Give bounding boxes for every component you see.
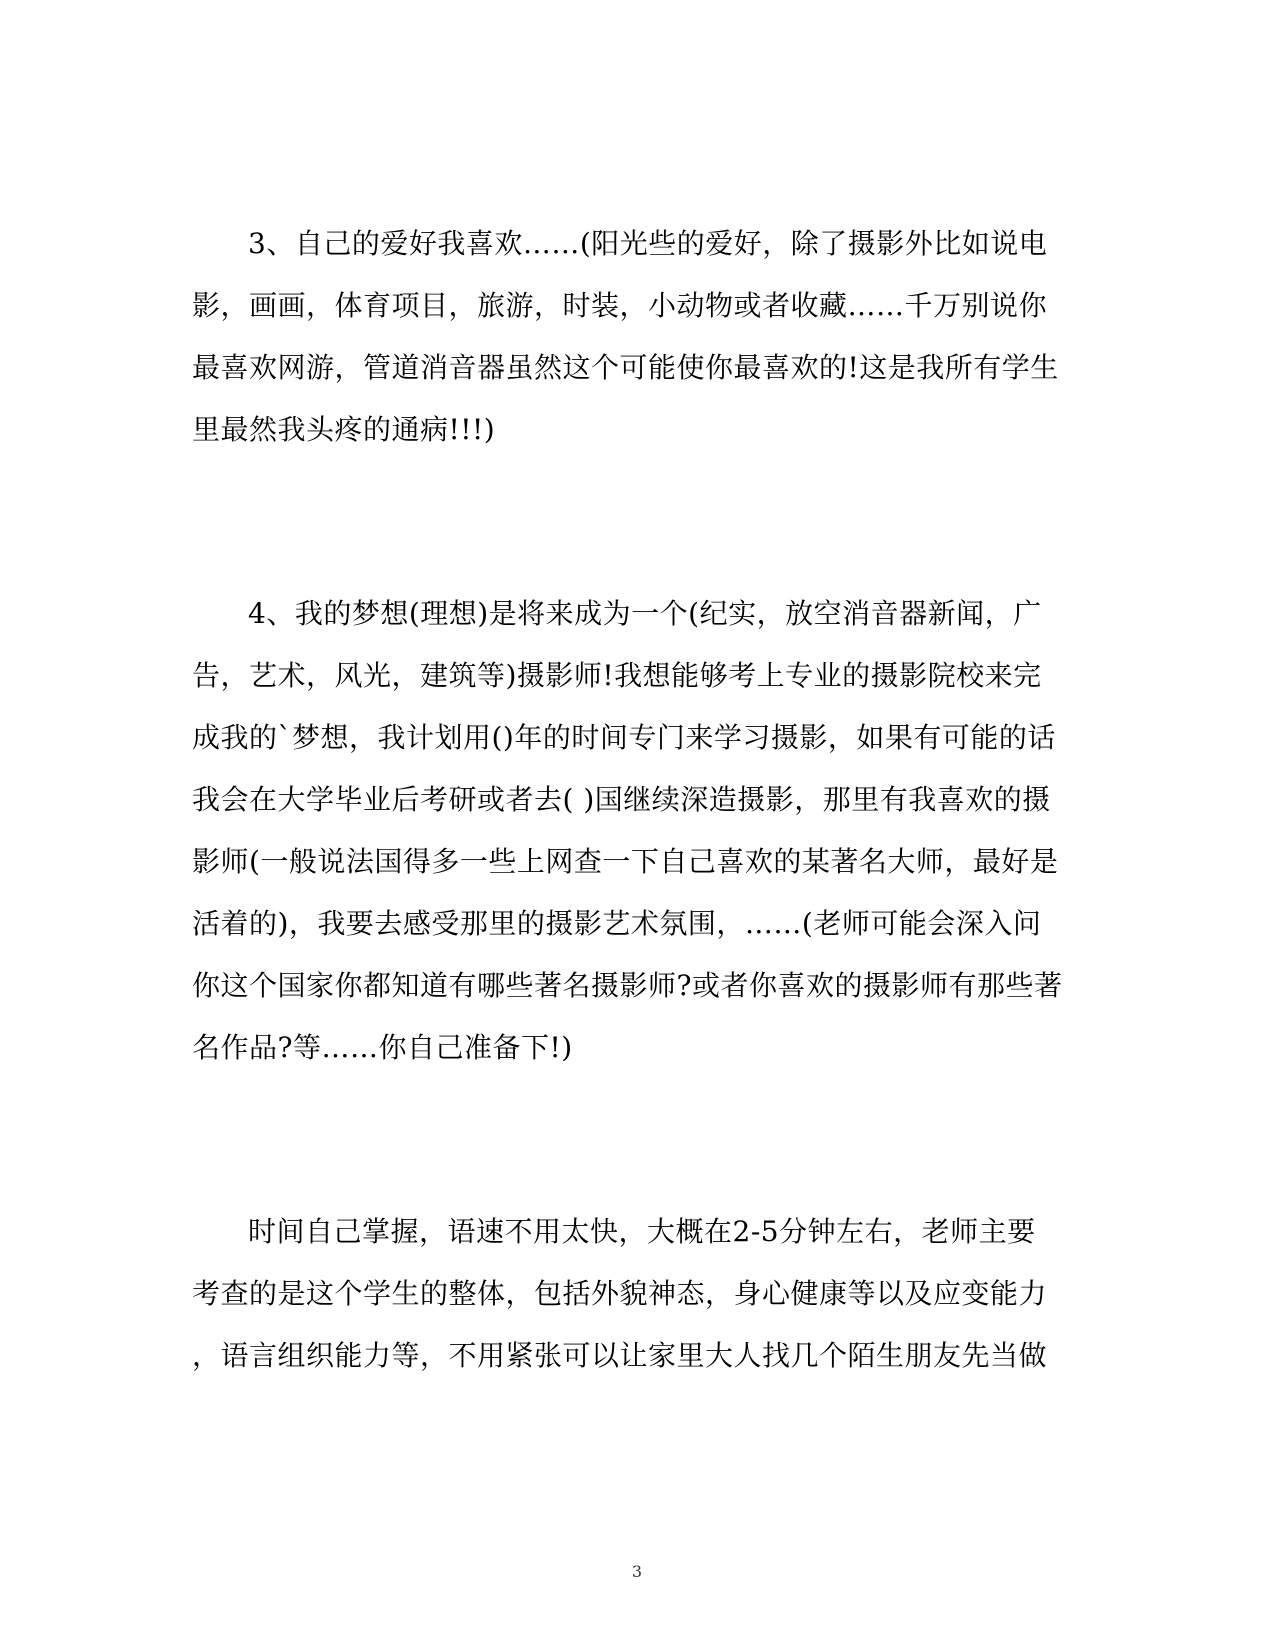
page-number: 3 [631, 1562, 643, 1581]
paragraph-line: 影师(一般说法国得多一些上网查一下自己喜欢的某著名大师，最好是 [192, 845, 1059, 878]
paragraph-line: 告，艺术，风光，建筑等)摄影师!我想能够考上专业的摄影院校来完 [192, 659, 1042, 692]
paragraph-line: 名作品?等……你自己准备下!) [192, 1031, 573, 1064]
paragraph-line: ，语言组织能力等，不用紧张可以让家里大人找几个陌生朋友先当做 [192, 1339, 1048, 1372]
paragraph-line: 3、自己的爱好我喜欢……(阳光些的爱好，除了摄影外比如说电 [248, 227, 1048, 260]
paragraph-line: 4、我的梦想(理想)是将来成为一个(纪实，放空消音器新闻，广 [248, 597, 1042, 630]
paragraph-line: 最喜欢网游，管道消音器虽然这个可能使你最喜欢的!这是我所有学生 [192, 351, 1059, 384]
paragraph-line: 时间自己掌握，语速不用太快，大概在2-5分钟左右，老师主要 [248, 1215, 1036, 1248]
paragraph-line: 你这个国家你都知道有哪些著名摄影师?或者你喜欢的摄影师有那些著 [192, 969, 1063, 1002]
paragraph-line: 考查的是这个学生的整体，包括外貌神态，身心健康等以及应变能力 [192, 1277, 1048, 1310]
paragraph-line: 活着的)，我要去感受那里的摄影艺术氛围，……(老师可能会深入问 [192, 907, 1042, 940]
paragraph-line: 我会在大学毕业后考研或者去( )国继续深造摄影，那里有我喜欢的摄 [192, 783, 1051, 816]
paragraph-line: 成我的`梦想，我计划用()年的时间专门来学习摄影，如果有可能的话 [192, 721, 1056, 754]
paragraph-line: 影，画画，体育项目，旅游，时装，小动物或者收藏……千万别说你 [192, 289, 1048, 322]
paragraph-line: 里最然我头疼的通病!!!) [192, 413, 496, 446]
